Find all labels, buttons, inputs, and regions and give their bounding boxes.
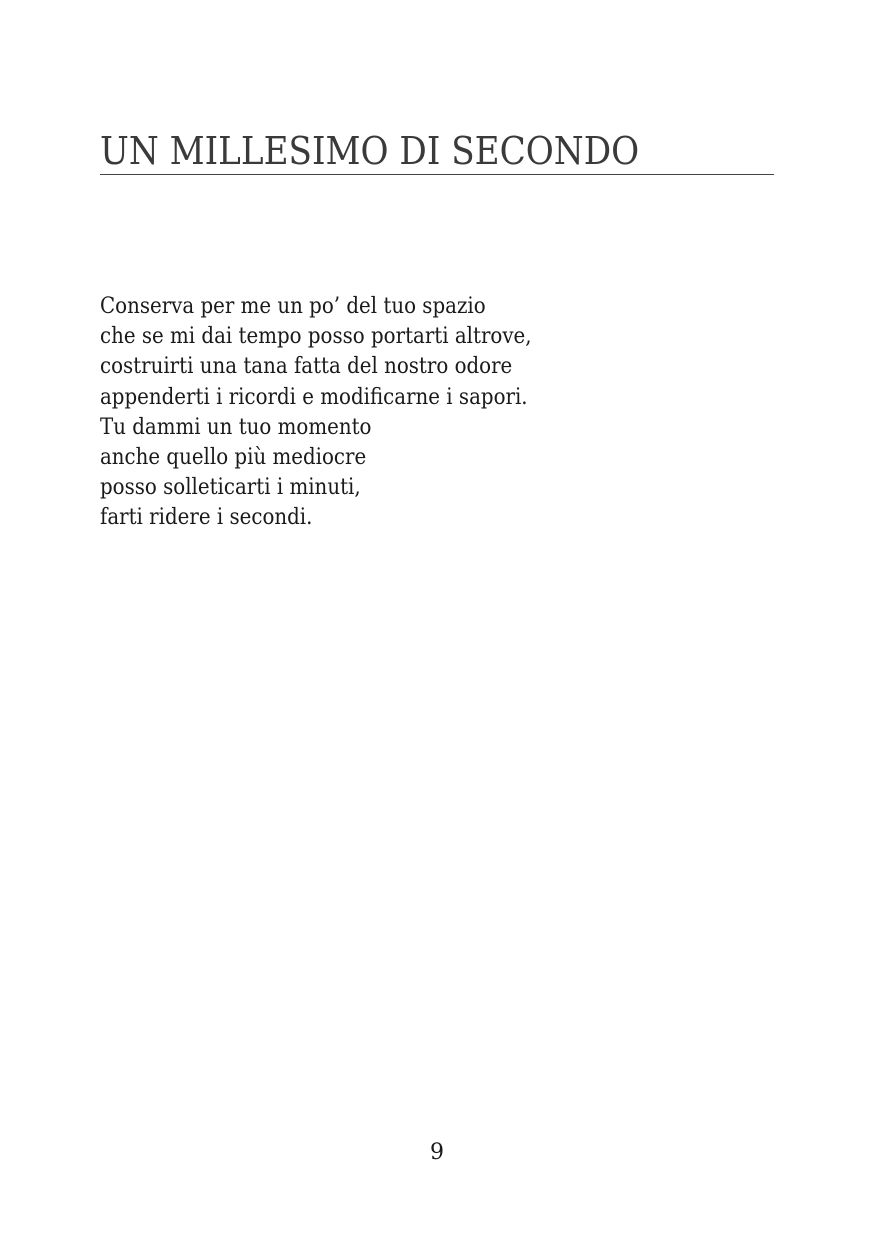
poem-line: costruirti una tana fatta del nostro odore [100, 354, 513, 380]
poem-line: appenderti i ricordi e modificarne i sapori. [100, 384, 528, 410]
page-title: UN MILLESIMO DI SECONDO [100, 129, 640, 173]
poem-line: Conserva per me un po’ del tuo spazio [100, 294, 486, 319]
poem-line: farti ridere i secondi. [100, 505, 313, 531]
poem-line: anche quello più mediocre [100, 445, 367, 471]
page-number: 9 [430, 1140, 444, 1165]
title-underline [100, 174, 774, 175]
poem-line: Tu dammi un tuo momento [100, 414, 372, 440]
poem-body [100, 292, 800, 534]
poem-line: posso solleticarti i minuti, [100, 475, 361, 501]
poem-line: che se mi dai tempo posso portarti altrove, [100, 324, 532, 350]
